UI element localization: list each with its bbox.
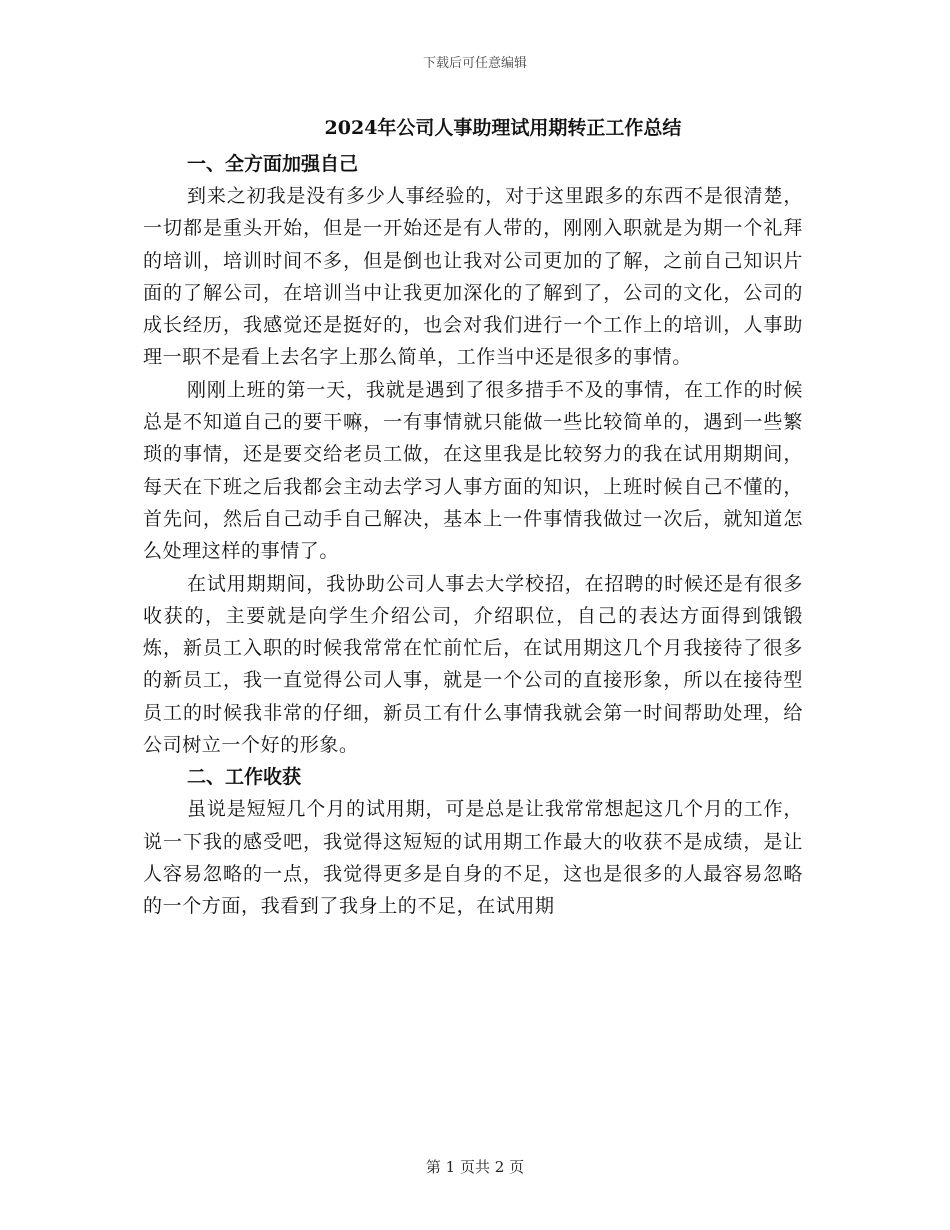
paragraph: 虽说是短短几个月的试用期，可是总是让我常常想起这几个月的工作，说一下我的感受吧，我觉得这短短的试用期工作最大的收获不是成绩，是让人容易忽略的一点，我觉得更多是自身的不足，这也是很多的人最容易忽略的一个方面，我看到了我身上的不足，在试用期 — [143, 798, 803, 918]
paragraph: 刚刚上班的第一天，我就是遇到了很多措手不及的事情，在工作的时候总是不知道自己的要干嘛，一有事情就只能做一些比较简单的，遇到一些繁琐的事情，还是要交给老员工做，在这里我是比较努力的我在试用期期间，每天在下班之后我都会主动去学习人事方面的知识，上班时候自己不懂的，首先问，然后自己动手自己解决，基本上一件事情我做过一次后，就知道怎么处理这样的事情了。 — [143, 378, 803, 563]
section-heading: 一、全方面加强自己 — [187, 153, 359, 175]
section-1 — [143, 148, 803, 761]
header-note: 下载后可任意编辑 — [422, 56, 527, 71]
section-heading: 二、工作收获 — [187, 766, 302, 789]
document-body — [143, 112, 803, 923]
paragraph: 到来之初我是没有多少人事经验的，对于这里跟多的东西不是很清楚，一切都是重头开始，但是一开始还是有人带的，刚刚入职就是为期一个礼拜的培训，培训时间不多，但是倒也让我对公司更加的了解，之前自己知识片面的了解公司，在培训当中让我更加深化的了解到了，公司的文化，公司的成长经历，我感觉还是挺好的，也会对我们进行一个工作上的培训，人事助理一职不是看上去名字上那么简单，工作当中还是很多的事情。 — [143, 185, 803, 369]
paragraph: 在试用期期间，我协助公司人事去大学校招，在招聘的时候还是有很多收获的，主要就是向学生介绍公司，介绍职位，自己的表达方面得到饿锻炼，新员工入职的时候我常常在忙前忙后，在试用期这几个月我接待了很多的新员工，我一直觉得公司人事，就是一个公司的直接形象，所以在接待型员工的时候我非常的仔细，新员工有什么事情我就会第一时间帮助处理，给公司树立一个好的形象。 — [143, 572, 803, 757]
document-title: 2024年公司人事助理试用期转正工作总结 — [324, 117, 682, 139]
section-2 — [143, 761, 803, 922]
page-number: 第 1 页共 2 页 — [425, 1158, 525, 1176]
